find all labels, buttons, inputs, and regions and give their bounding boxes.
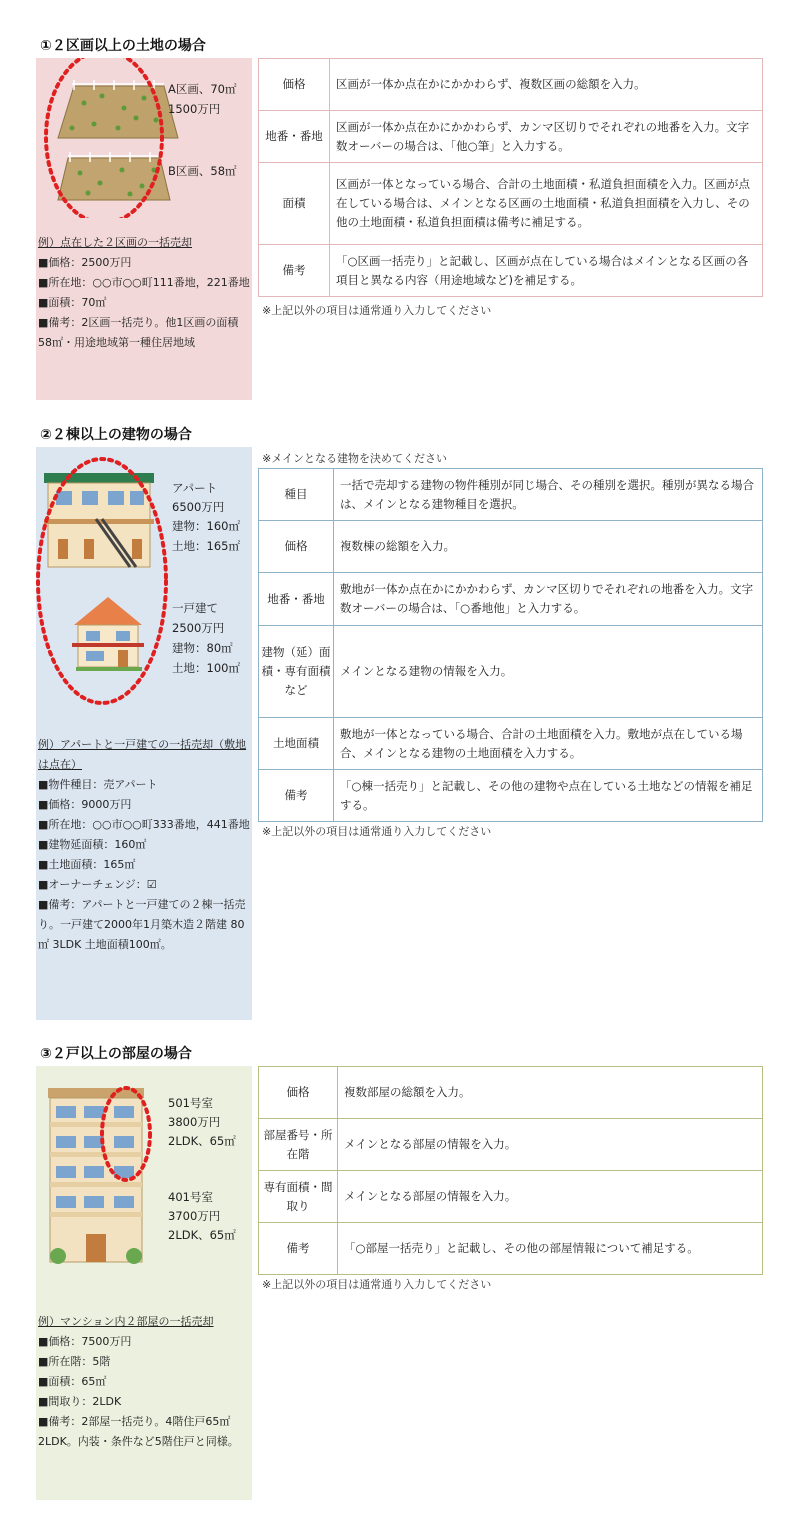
table-row (259, 1171, 763, 1223)
row-desc: 「○棟一括売り」と記載し、その他の建物や点在している土地などの情報を補足する。 (334, 770, 763, 822)
section3-title: ③２戸以上の部屋の場合 (40, 1046, 192, 1062)
example-line: ■オーナーチェンジ：☑ (38, 878, 157, 891)
example-title: 例）マンション内２部屋の一括売却 (38, 1315, 214, 1328)
row-label: 地番・番地 (259, 573, 334, 626)
example-line: ■価格：2500万円 (38, 256, 132, 269)
table-row (259, 59, 763, 111)
row-desc: 敷地が一体となっている場合、合計の土地面積を入力。敷地が点在している場合、メインとなる建物の土地面積を入力する。 (334, 718, 763, 770)
example-line: ■所在階：5階 (38, 1355, 111, 1368)
caption-apartment-building: 建物：160㎡ (172, 519, 240, 533)
row-desc: 「○部屋一括売り」と記載し、その他の部屋情報について補足する。 (338, 1223, 763, 1275)
row-desc: メインとなる部屋の情報を入力。 (338, 1171, 763, 1223)
example-line: ■備考：2区画一括売り。他1区画の面積58㎡・用途地域第一種住居地域 (38, 316, 239, 349)
row-label: 備考 (259, 245, 330, 297)
row-desc: 一括で売却する建物の物件種別が同じ場合、その種別を選択。種別が異なる場合は、メインとなる建物種目を選択。 (334, 469, 763, 521)
row-label: 価格 (259, 521, 334, 573)
caption-parcel-a-price: 1500万円 (168, 102, 221, 116)
caption-room-401-spec: 2LDK、65㎡ (168, 1228, 236, 1242)
example-line: ■土地面積：165㎡ (38, 858, 136, 871)
section2-table (258, 468, 763, 822)
row-desc: 複数棟の総額を入力。 (334, 521, 763, 573)
row-label: 専有面積・間取り (259, 1171, 338, 1223)
section1-example-panel (36, 58, 252, 400)
example-block (38, 1312, 250, 1452)
table-row (259, 469, 763, 521)
table-row (259, 573, 763, 626)
table-row (259, 245, 763, 297)
table-row (259, 111, 763, 163)
row-desc: メインとなる部屋の情報を入力。 (338, 1119, 763, 1171)
row-desc: メインとなる建物の情報を入力。 (334, 626, 763, 718)
section3-note: ※上記以外の項目は通常通り入力してください (262, 1278, 492, 1291)
row-label: 種目 (259, 469, 334, 521)
example-block (38, 233, 250, 353)
section1-table (258, 58, 763, 297)
example-line: ■備考：2部屋一括売り。4階住戸65㎡2LDK。内装・条件など5階住戸と同様。 (38, 1415, 239, 1448)
condominium-icon (48, 1088, 144, 1264)
example-line: ■間取り：2LDK (38, 1395, 122, 1408)
row-desc: 複数部屋の総額を入力。 (338, 1067, 763, 1119)
section3-table (258, 1066, 763, 1275)
section2-title: ②２棟以上の建物の場合 (40, 427, 192, 443)
section2-example-panel (36, 447, 252, 1020)
example-line: ■価格：9000万円 (38, 798, 132, 811)
caption-apartment-price: 6500万円 (172, 500, 225, 514)
row-label: 備考 (259, 1223, 338, 1275)
section3-example-panel (36, 1066, 252, 1500)
caption-room-501-spec: 2LDK、65㎡ (168, 1134, 236, 1148)
table-row (259, 521, 763, 573)
row-label: 価格 (259, 1067, 338, 1119)
table-row (259, 163, 763, 245)
example-title: 例）アパートと一戸建ての一括売却（敷地は点在） (38, 738, 247, 771)
row-label: 備考 (259, 770, 334, 822)
table-row (259, 770, 763, 822)
house-icon (72, 597, 144, 671)
caption-room-401-price: 3700万円 (168, 1209, 221, 1223)
row-label: 面積 (259, 163, 330, 245)
row-label: 価格 (259, 59, 330, 111)
caption-house-price: 2500万円 (172, 621, 225, 635)
example-line: ■所在地：○○市○○町333番地，441番地 (38, 818, 250, 831)
example-line: ■物件種目：売アパート (38, 778, 158, 791)
row-label: 土地面積 (259, 718, 334, 770)
row-label: 建物（延）面積・専有面積など (259, 626, 334, 718)
caption-room-501: 501号室 (168, 1096, 213, 1110)
row-desc: 区画が一体か点在かにかかわらず、カンマ区切りでそれぞれの地番を入力。文字数オーバーの場合は、「他○筆」と入力する。 (330, 111, 763, 163)
table-row (259, 1223, 763, 1275)
example-line: ■建物延面積：160㎡ (38, 838, 147, 851)
caption-parcel-b-area: B区画、58㎡ (168, 164, 237, 178)
example-line: ■価格：7500万円 (38, 1335, 132, 1348)
section2-note: ※上記以外の項目は通常通り入力してください (262, 825, 492, 838)
section2-pre-note: ※メインとなる建物を決めてください (262, 452, 447, 465)
caption-house-building: 建物：80㎡ (172, 641, 233, 655)
caption-parcel-a-area: A区画、70㎡ (168, 82, 237, 96)
caption-house-land: 土地：100㎡ (172, 661, 240, 675)
example-block (38, 735, 250, 955)
row-desc: 「○区画一括売り」と記載し、区画が点在している場合はメインとなる区画の各項目と異なる内容（用途地域など)を補足する。 (330, 245, 763, 297)
section1-title: ①２区画以上の土地の場合 (40, 38, 206, 54)
table-row (259, 1067, 763, 1119)
row-desc: 区画が一体か点在かにかかわらず、複数区画の総額を入力。 (330, 59, 763, 111)
caption-apartment: アパート (172, 481, 218, 495)
row-desc: 敷地が一体か点在かにかかわらず、カンマ区切りでそれぞれの地番を入力。文字数オーバーの場合は、「○番地他」と入力する。 (334, 573, 763, 626)
row-label: 地番・番地 (259, 111, 330, 163)
example-line: ■備考：アパートと一戸建ての２棟一括売り。一戸建て2000年1月築木造２階建 80㎡ 3LDK 土地面積100㎡。 (38, 898, 246, 951)
table-row (259, 1119, 763, 1171)
caption-room-501-price: 3800万円 (168, 1115, 221, 1129)
caption-room-401: 401号室 (168, 1190, 213, 1204)
example-line: ■所在地：○○市○○町111番地，221番地 (38, 276, 250, 289)
example-title: 例）点在した２区画の一括売却 (38, 236, 192, 249)
section1-note: ※上記以外の項目は通常通り入力してください (262, 304, 492, 317)
table-row (259, 626, 763, 718)
parcel-b-icon (58, 152, 170, 200)
example-line: ■面積：70㎡ (38, 296, 107, 309)
row-label: 部屋番号・所在階 (259, 1119, 338, 1171)
caption-house: 一戸建て (172, 601, 218, 615)
table-row (259, 718, 763, 770)
example-line: ■面積：65㎡ (38, 1375, 107, 1388)
caption-apartment-land: 土地：165㎡ (172, 539, 240, 553)
row-desc: 区画が一体となっている場合、合計の土地面積・私道負担面積を入力。区画が点在している場合は、メインとなる区画の土地面積・私道負担面積を入力し、その他の土地面積・私道負担面積は備考に補足する。 (330, 163, 763, 245)
